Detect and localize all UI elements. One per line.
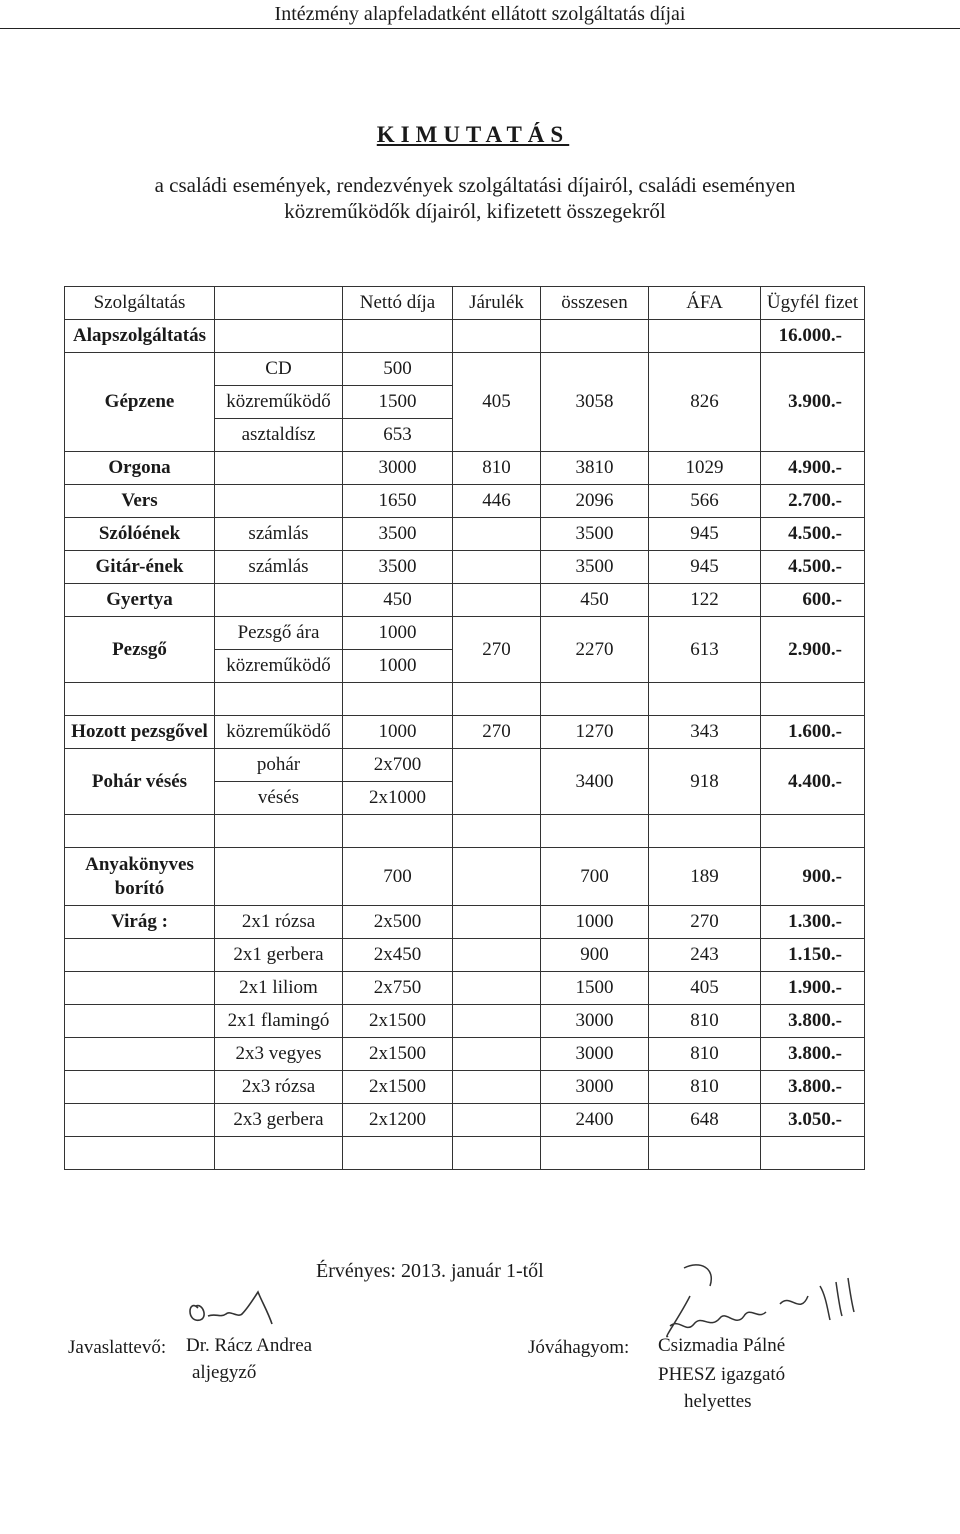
table-row	[65, 972, 865, 1005]
table-row-empty	[65, 683, 865, 716]
net-fee: 2x500	[343, 906, 453, 939]
detail-label: 2x3 gerbera	[215, 1104, 343, 1137]
contribution: 270	[453, 716, 541, 749]
client-fee: 4.400.-	[761, 749, 865, 815]
service-name: Pohár vésés	[65, 749, 215, 815]
client-fee: 3.050.-	[761, 1104, 865, 1137]
service-name: Pezsgő	[65, 617, 215, 683]
vat: 189	[649, 848, 761, 906]
net-fee: 3000	[343, 452, 453, 485]
total: 900	[541, 939, 649, 972]
total: 2400	[541, 1104, 649, 1137]
vat: 122	[649, 584, 761, 617]
service-name: Virág :	[65, 906, 215, 939]
approver-label: Jóváhagyom:	[528, 1337, 630, 1358]
detail-label: közreműködő	[215, 716, 343, 749]
service-name: Gépzene	[65, 353, 215, 452]
contribution	[453, 551, 541, 584]
client-fee: 4.900.-	[761, 452, 865, 485]
approver-title-2: helyettes	[684, 1391, 752, 1412]
net-fee: 2x1500	[343, 1071, 453, 1104]
client-fee: 4.500.-	[761, 551, 865, 584]
table-row	[65, 518, 865, 551]
col-header-service: Szolgáltatás	[65, 287, 215, 320]
table-row	[65, 939, 865, 972]
net-fee: 2x450	[343, 939, 453, 972]
service-name: Szólóének	[65, 518, 215, 551]
table-row	[65, 617, 865, 650]
proposer-title: aljegyző	[192, 1362, 257, 1383]
detail-label	[215, 485, 343, 518]
table-row	[65, 551, 865, 584]
table-row-empty	[65, 815, 865, 848]
table-row	[65, 1005, 865, 1038]
valid-from-note: Érvényes: 2013. január 1-től	[316, 1260, 544, 1282]
total: 3000	[541, 1071, 649, 1104]
vat: 945	[649, 518, 761, 551]
vat: 1029	[649, 452, 761, 485]
net-fee: 653	[343, 419, 453, 452]
net-fee: 1000	[343, 617, 453, 650]
net-fee: 700	[343, 848, 453, 906]
table-row	[65, 353, 865, 386]
detail-label: 2x1 rózsa	[215, 906, 343, 939]
total: 3810	[541, 452, 649, 485]
service-name: Hozott pezsgővel	[65, 716, 215, 749]
detail-label: vésés	[215, 782, 343, 815]
total: 3500	[541, 518, 649, 551]
table-row	[65, 1104, 865, 1137]
vat: 405	[649, 972, 761, 1005]
table-row	[65, 906, 865, 939]
detail-label: CD	[215, 353, 343, 386]
net-fee: 2x1000	[343, 782, 453, 815]
col-header-contribution: Járulék	[453, 287, 541, 320]
net-fee: 1500	[343, 386, 453, 419]
service-name: Gitár-ének	[65, 551, 215, 584]
client-fee: 3.800.-	[761, 1038, 865, 1071]
vat: 810	[649, 1005, 761, 1038]
page-header: Intézmény alapfeladatként ellátott szolgáltatás díjai	[274, 3, 686, 25]
table-row	[65, 485, 865, 518]
col-header-total: összesen	[541, 287, 649, 320]
client-fee: 1.150.-	[761, 939, 865, 972]
net-fee: 2x700	[343, 749, 453, 782]
col-header-detail	[215, 287, 343, 320]
total: 2096	[541, 485, 649, 518]
col-header-client-pays: Ügyfél fizet	[761, 287, 865, 320]
vat: 826	[649, 353, 761, 452]
client-fee: 1.600.-	[761, 716, 865, 749]
vat: 918	[649, 749, 761, 815]
vat: 613	[649, 617, 761, 683]
detail-label	[215, 452, 343, 485]
net-fee: 3500	[343, 551, 453, 584]
client-fee: 2.700.-	[761, 485, 865, 518]
col-header-net: Nettó díja	[343, 287, 453, 320]
proposer-signature	[178, 1288, 288, 1338]
total: 450	[541, 584, 649, 617]
client-fee: 1.900.-	[761, 972, 865, 1005]
net-fee: 2x1200	[343, 1104, 453, 1137]
detail-label	[215, 584, 343, 617]
contribution: 405	[453, 353, 541, 452]
vat: 343	[649, 716, 761, 749]
table-row	[65, 716, 865, 749]
net-fee: 450	[343, 584, 453, 617]
detail-label: számlás	[215, 551, 343, 584]
table-row	[65, 320, 865, 353]
contribution	[453, 518, 541, 551]
client-fee: 3.800.-	[761, 1071, 865, 1104]
service-name: Orgona	[65, 452, 215, 485]
total: 1500	[541, 972, 649, 1005]
vat: 243	[649, 939, 761, 972]
net-fee: 3500	[343, 518, 453, 551]
vat: 648	[649, 1104, 761, 1137]
net-fee: 2x1500	[343, 1005, 453, 1038]
net-fee: 1000	[343, 650, 453, 683]
net-fee: 2x1500	[343, 1038, 453, 1071]
total: 1270	[541, 716, 649, 749]
net-fee: 500	[343, 353, 453, 386]
service-name: Gyertya	[65, 584, 215, 617]
vat: 810	[649, 1071, 761, 1104]
total: 3000	[541, 1038, 649, 1071]
detail-label: 2x1 gerbera	[215, 939, 343, 972]
document-title: KIMUTATÁS	[376, 122, 570, 147]
document-subtitle: a családi események, rendezvények szolgáltatási díjairól, családi eseményen közreműködők díjairól, kifizetett összegekről	[154, 173, 796, 223]
table-header-row	[65, 287, 865, 320]
detail-label: 2x3 rózsa	[215, 1071, 343, 1104]
col-header-vat: ÁFA	[649, 287, 761, 320]
vat: 270	[649, 906, 761, 939]
table-row	[65, 848, 865, 906]
client-fee: 900.-	[761, 848, 865, 906]
detail-label: 2x3 vegyes	[215, 1038, 343, 1071]
approver-title: PHESZ igazgató	[658, 1364, 786, 1385]
table-row	[65, 749, 865, 782]
total: 3500	[541, 551, 649, 584]
service-name: Vers	[65, 485, 215, 518]
client-fee: 4.500.-	[761, 518, 865, 551]
detail-label: közreműködő	[215, 650, 343, 683]
table-row	[65, 1071, 865, 1104]
vat: 810	[649, 1038, 761, 1071]
client-fee: 16.000.-	[761, 320, 865, 353]
total: 2270	[541, 617, 649, 683]
contribution: 810	[453, 452, 541, 485]
proposer-name: Dr. Rácz Andrea	[186, 1335, 313, 1356]
client-fee: 3.800.-	[761, 1005, 865, 1038]
client-fee: 2.900.-	[761, 617, 865, 683]
table-row	[65, 584, 865, 617]
detail-label: számlás	[215, 518, 343, 551]
client-fee: 600.-	[761, 584, 865, 617]
contribution	[453, 584, 541, 617]
total: 3000	[541, 1005, 649, 1038]
vat: 566	[649, 485, 761, 518]
client-fee: 3.900.-	[761, 353, 865, 452]
detail-label: közreműködő	[215, 386, 343, 419]
service-name: Alapszolgáltatás	[65, 320, 215, 353]
fee-table	[64, 286, 865, 1170]
detail-label: Pezsgő ára	[215, 617, 343, 650]
client-fee: 1.300.-	[761, 906, 865, 939]
detail-label: 2x1 liliom	[215, 972, 343, 1005]
proposer-label: Javaslattevő:	[68, 1337, 167, 1358]
approver-name: Csizmadia Pálné	[658, 1335, 786, 1356]
service-name: Anyakönyves borító	[65, 848, 215, 906]
table-row-empty	[65, 1137, 865, 1170]
detail-label: pohár	[215, 749, 343, 782]
total: 700	[541, 848, 649, 906]
contribution: 446	[453, 485, 541, 518]
net-fee: 1000	[343, 716, 453, 749]
detail-label: 2x1 flamingó	[215, 1005, 343, 1038]
table-row	[65, 1038, 865, 1071]
net-fee: 1650	[343, 485, 453, 518]
header-divider	[0, 28, 960, 29]
total: 3058	[541, 353, 649, 452]
total: 1000	[541, 906, 649, 939]
detail-label: asztaldísz	[215, 419, 343, 452]
net-fee: 2x750	[343, 972, 453, 1005]
table-row	[65, 452, 865, 485]
contribution: 270	[453, 617, 541, 683]
vat: 945	[649, 551, 761, 584]
total: 3400	[541, 749, 649, 815]
